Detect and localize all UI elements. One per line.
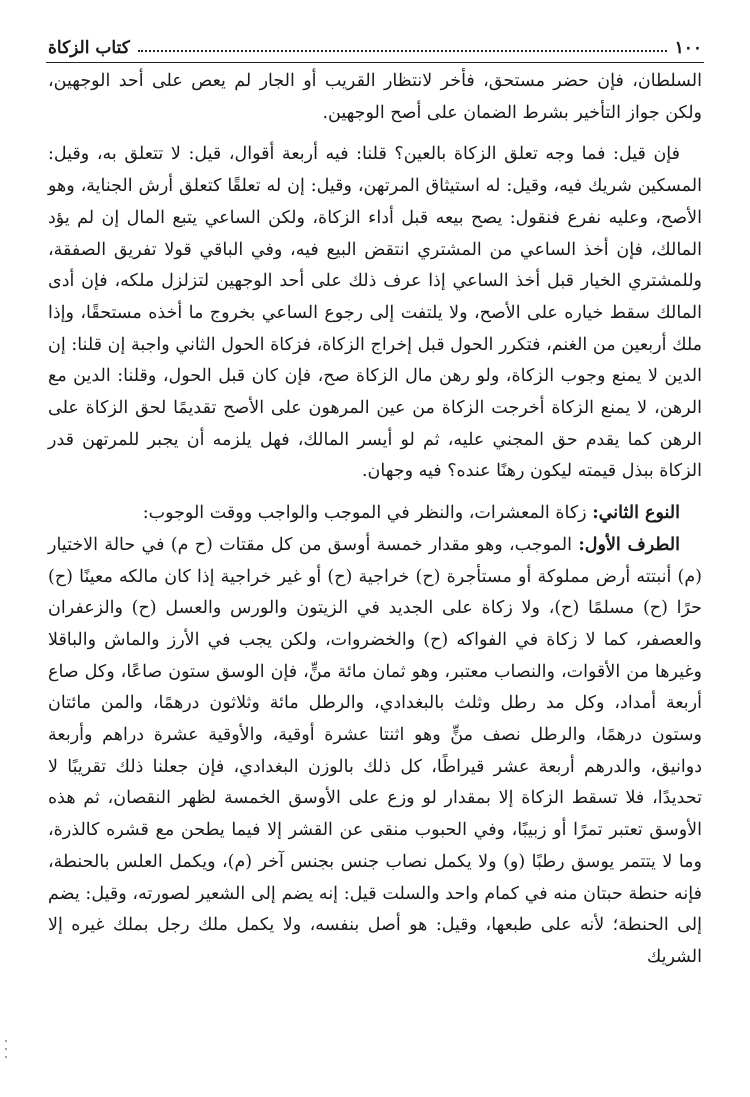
page-number: ١٠٠ <box>674 38 702 58</box>
paragraph-text: فإن قيل: فما وجه تعلق الزكاة بالعين؟ قلنا: فيه أربعة أقوال، قيل: لا تتعلق به، وقيل: المسكين شريك فيه، وقيل: له استيثاق المرتهن، وقيل: إن له تعلقًا كتعلق أرش الجناية، وهو الأصح، وعليه نفرع فنقول: يصح بيعه قبل أداء الزكاة، ولكن الساعي يتبع المال إن لم يؤد المالك، فإن أخذ الساعي من المشتري انتقض البيع فيه، وفي الباقي قولا تفريق الصفقة، وللمشتري الخيار قبل أخذ الساعي إذا عرف ذلك على أحد الوجهين لتزلزل ملكه، فإن أدى المالك سقط خياره على الأصح، ولا يلتفت إلى رجوع الساعي بخروج ما أخذه مستحقًا، وإذا ملك أربعين من الغنم، فتكرر الحول قبل إخراج الزكاة، فزكاة الحول الثاني واجبة إن قلنا: إن الدين لا يمنع وجوب الزكاة، ولو رهن مال الزكاة صح، فإن كان قبل الحول، وقلنا: الدين مع الرهن، لا يمنع الزكاة أخرجت الزكاة من عين المرهون على الأصح تقديمًا لحق الزكاة على الرهن كما يقدم حق المجني عليه، ثم لو أيسر المالك، فهل يلزمه أن يجبر للمرتهن قدر الزكاة ببذل قيمته ليكون رهنًا عنده؟ فيه وجهان. <box>48 144 703 482</box>
paragraph-continuation <box>48 66 702 129</box>
section-heading-second-type <box>48 498 702 530</box>
header-rule <box>46 62 704 63</box>
paragraph-first-part <box>48 530 702 974</box>
section-lead: النوع الثاني: <box>592 503 680 524</box>
paragraph-zakat-object <box>48 139 702 488</box>
page-body <box>48 66 702 974</box>
paragraph-text: السلطان، فإن حضر مستحق، فأخر لانتظار القريب أو الجار لم يعص على أحد الوجهين، ولكن جواز التأخير بشرط الضمان على أصح الوجهين. <box>48 71 702 123</box>
paragraph-lead: الطرف الأول: <box>578 534 680 555</box>
margin-dots <box>5 1040 7 1064</box>
paragraph-text: الموجب، وهو مقدار خمسة أوسق من كل مقتات (ح م) في حالة الاختيار (م) أنبتته أرض مملوكة أو مستأجرة (ح) خراجية (ح) أو غير خراجية إذا كان مالكه معينًا (ح) حرًا (ح) مسلمًا (ح)، ولا زكاة على الجديد في الزيتون والورس والعسل (ح) والزعفران والعصفر، كما لا زكاة في الفواكه (ح) والخضروات، ولكن يجب في الأرز والماش والباقلا وغيرها من الأقوات، والنصاب معتبر، وهو ثمان مائة منٍّ، فإن الوسق ستون صاعًا، وكل صاع أربعة أمداد، وكل مد رطل وثلث بالبغدادي، والرطل مائة وثلاثون درهمًا، والمن مائتان وستون درهمًا، والرطل نصف منٍّ وهو اثنتا عشرة أوقية، والأوقية عشرة دراهم وأربعة دوانيق، والدرهم أربعة عشر قيراطًا، كل ذلك بالوزن البغدادي، فإن جعلنا ذلك تقريبًا لا تحديدًا، فلا تسقط الزكاة إلا بمقدار لو وزع على الأوسق الخمسة لظهر النقصان، ثم هذه الأوسق تعتبر تمرًا أو زبيبًا، وفي الحبوب منقى عن القشر إلا فيما يطحن مع قشره كالذرة، وما لا يتتمر يوسق رطبًا (و) ولا يكمل نصاب جنس بجنس آخر (م)، ويكمل العلس بالحنطة، فإنه حنطة حبتان منه في كمام واحد والسلت قيل: إنه يضم إلى الشعير لصورته، وقيل: يضم إلى الحنطة؛ لأنه على طبعها، وقيل: هو أصل بنفسه، ولا يكمل ملك رجل بملك غيره إلا الشريك <box>48 534 702 967</box>
section-heading-text: زكاة المعشرات، والنظر في الموجب والواجب ووقت الوجوب: <box>142 503 587 524</box>
page-header <box>48 28 702 58</box>
dotted-leader <box>138 50 667 52</box>
running-title: كتاب الزكاة <box>48 38 130 58</box>
